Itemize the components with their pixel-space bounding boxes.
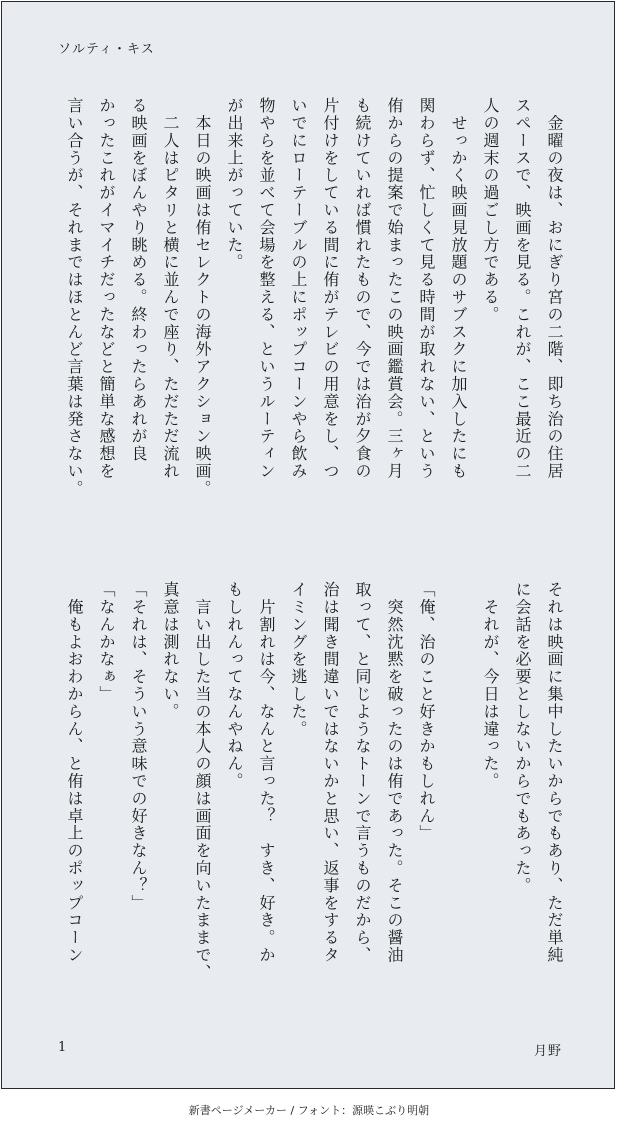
text-line: いでにローテーブルの上にポップコーンやら飲み	[289, 97, 308, 480]
text-line: 侑からの提案で始まったこの映画鑑賞会。三ヶ月	[385, 97, 404, 480]
text-line: 「それは、そういう意味での好きなん？」	[129, 581, 148, 912]
text-line: 関わらず、忙しくて見る時間が取れない、という	[417, 97, 436, 480]
text-line: 取って、と同じようなトーンで言うものだから、	[353, 581, 372, 964]
text-line: 金曜の夜は、おにぎり宮の二階、即ち治の住居	[545, 97, 564, 480]
text-line: 俺もよおわからん、と侑は卓上のポップコーン	[65, 581, 84, 964]
text-line: 本日の映画は侑セレクトの海外アクション映画。	[193, 97, 212, 498]
text-line: る映画をぼんやり眺める。終わったらあれが良	[129, 97, 148, 463]
text-line: せっかく映画見放題のサブスクに加入したにも	[449, 97, 468, 480]
page-number: 1	[58, 1040, 67, 1055]
book-page	[1, 1, 615, 1089]
text-line: かったこれがイマイチだったなどと簡単な感想を	[97, 97, 116, 480]
text-line: イミングを逃した。	[289, 581, 308, 738]
text-line: もしれんってなんやねん。	[225, 581, 244, 790]
text-line: 真意は測れない。	[161, 581, 180, 721]
text-line: 片付けをしている間に侑がテレビの用意をし、つ	[321, 97, 340, 480]
text-line: に会話を必要としないからでもあった。	[513, 581, 532, 895]
text-line: が出来上がっていた。	[225, 97, 244, 271]
text-block-bottom	[50, 581, 570, 1006]
generator-credit: 新書ページメーカー / フォント：源暎こぶり明朝	[188, 1104, 430, 1117]
running-title: ソルティ・キス	[58, 42, 155, 57]
text-line	[442, 581, 474, 1006]
text-line: 人の週末の過ごし方である。	[481, 97, 500, 324]
text-line: 物やらを並べて会場を整える、というルーティン	[257, 97, 276, 480]
text-line: 二人はピタリと横に並んで座り、ただただ流れ	[161, 97, 180, 480]
text-line: も続けていれば慣れたもので、今では治が夕食の	[353, 97, 372, 480]
text-block-top	[50, 97, 570, 537]
text-line: 「俺、治のこと好きかもしれん」	[417, 581, 436, 842]
text-line: 言い合うが、それまではほとんど言葉は発さない。	[65, 97, 84, 498]
text-line: スペースで、映画を見る。これが、ここ最近の二	[513, 97, 532, 480]
text-line: 治は聞き間違いではないかと思い、返事をするタ	[321, 581, 340, 964]
text-line: 突然沈黙を破ったのは侑であった。そこの醤油	[385, 581, 404, 964]
text-line: 言い出した当の本人の顔は画面を向いたままで、	[193, 581, 212, 982]
text-line: それが、今日は違った。	[481, 581, 500, 790]
text-line: 片割れは今、なんと言った？ すき、好き。か	[257, 581, 276, 964]
text-line: 「なんかなぁ」	[97, 581, 116, 703]
text-line: それは映画に集中したいからでもあり、ただ単純	[545, 581, 564, 964]
author-name: 月野	[533, 1044, 562, 1059]
